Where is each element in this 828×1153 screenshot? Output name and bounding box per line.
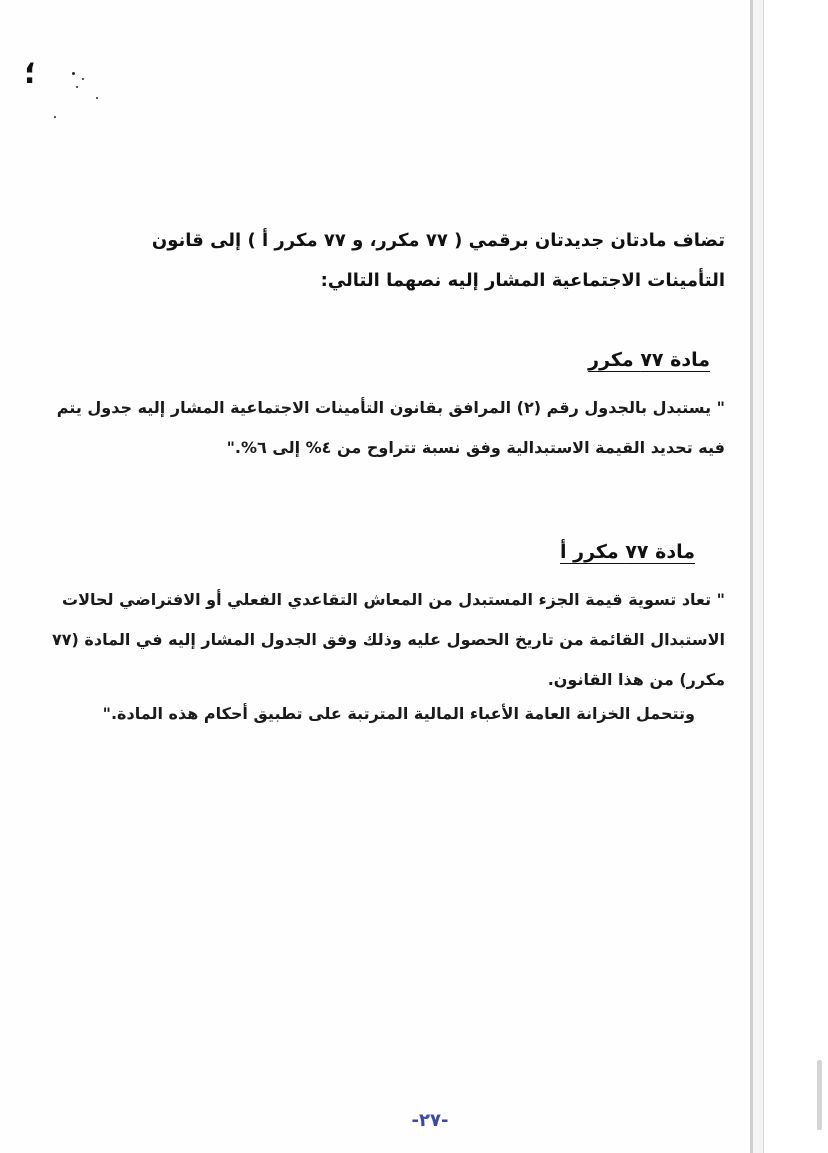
article-line: مكرر) من هذا القانون.: [547, 670, 725, 689]
page-gap: [753, 0, 763, 1153]
article-title: مادة ٧٧ مكرر: [588, 349, 710, 371]
article-line: " يستبدل بالجدول رقم (٢) المرافق بقانون التأمينات الاجتماعية المشار إليه جدول يتم: [56, 398, 725, 417]
article-line: وتتحمل الخزانة العامة الأعباء المالية المترتبة على تطبيق أحكام هذه المادة.": [102, 704, 695, 723]
corner-mark: ؛: [24, 56, 36, 91]
speck: [72, 72, 75, 75]
speck: [82, 78, 84, 80]
speck: [76, 86, 78, 88]
page-number: -٢٧-: [411, 1110, 449, 1131]
article-line: فيه تحديد القيمة الاستبدالية وفق نسبة تتراوح من ٤% إلى ٦%.": [226, 438, 725, 457]
intro-line: التأمينات الاجتماعية المشار إليه نصهما التالي:: [320, 270, 725, 291]
article-line: " تعاد تسوية قيمة الجزء المستبدل من المعاش التقاعدي الفعلي أو الافتراضي لحالات: [62, 590, 725, 609]
speck: [96, 97, 98, 99]
article-line: الاستبدال القائمة من تاريخ الحصول عليه وذلك وفق الجدول المشار إليه في المادة (٧٧: [52, 630, 725, 649]
article-title: مادة ٧٧ مكرر أ: [560, 541, 695, 563]
intro-line: تضاف مادتان جديدتان برقمي ( ٧٧ مكرر، و ٧٧ مكرر أ ) إلى قانون: [151, 230, 725, 251]
next-page-edge: [763, 0, 764, 1153]
speck: [54, 116, 56, 118]
scrollbar[interactable]: [817, 1060, 822, 1130]
